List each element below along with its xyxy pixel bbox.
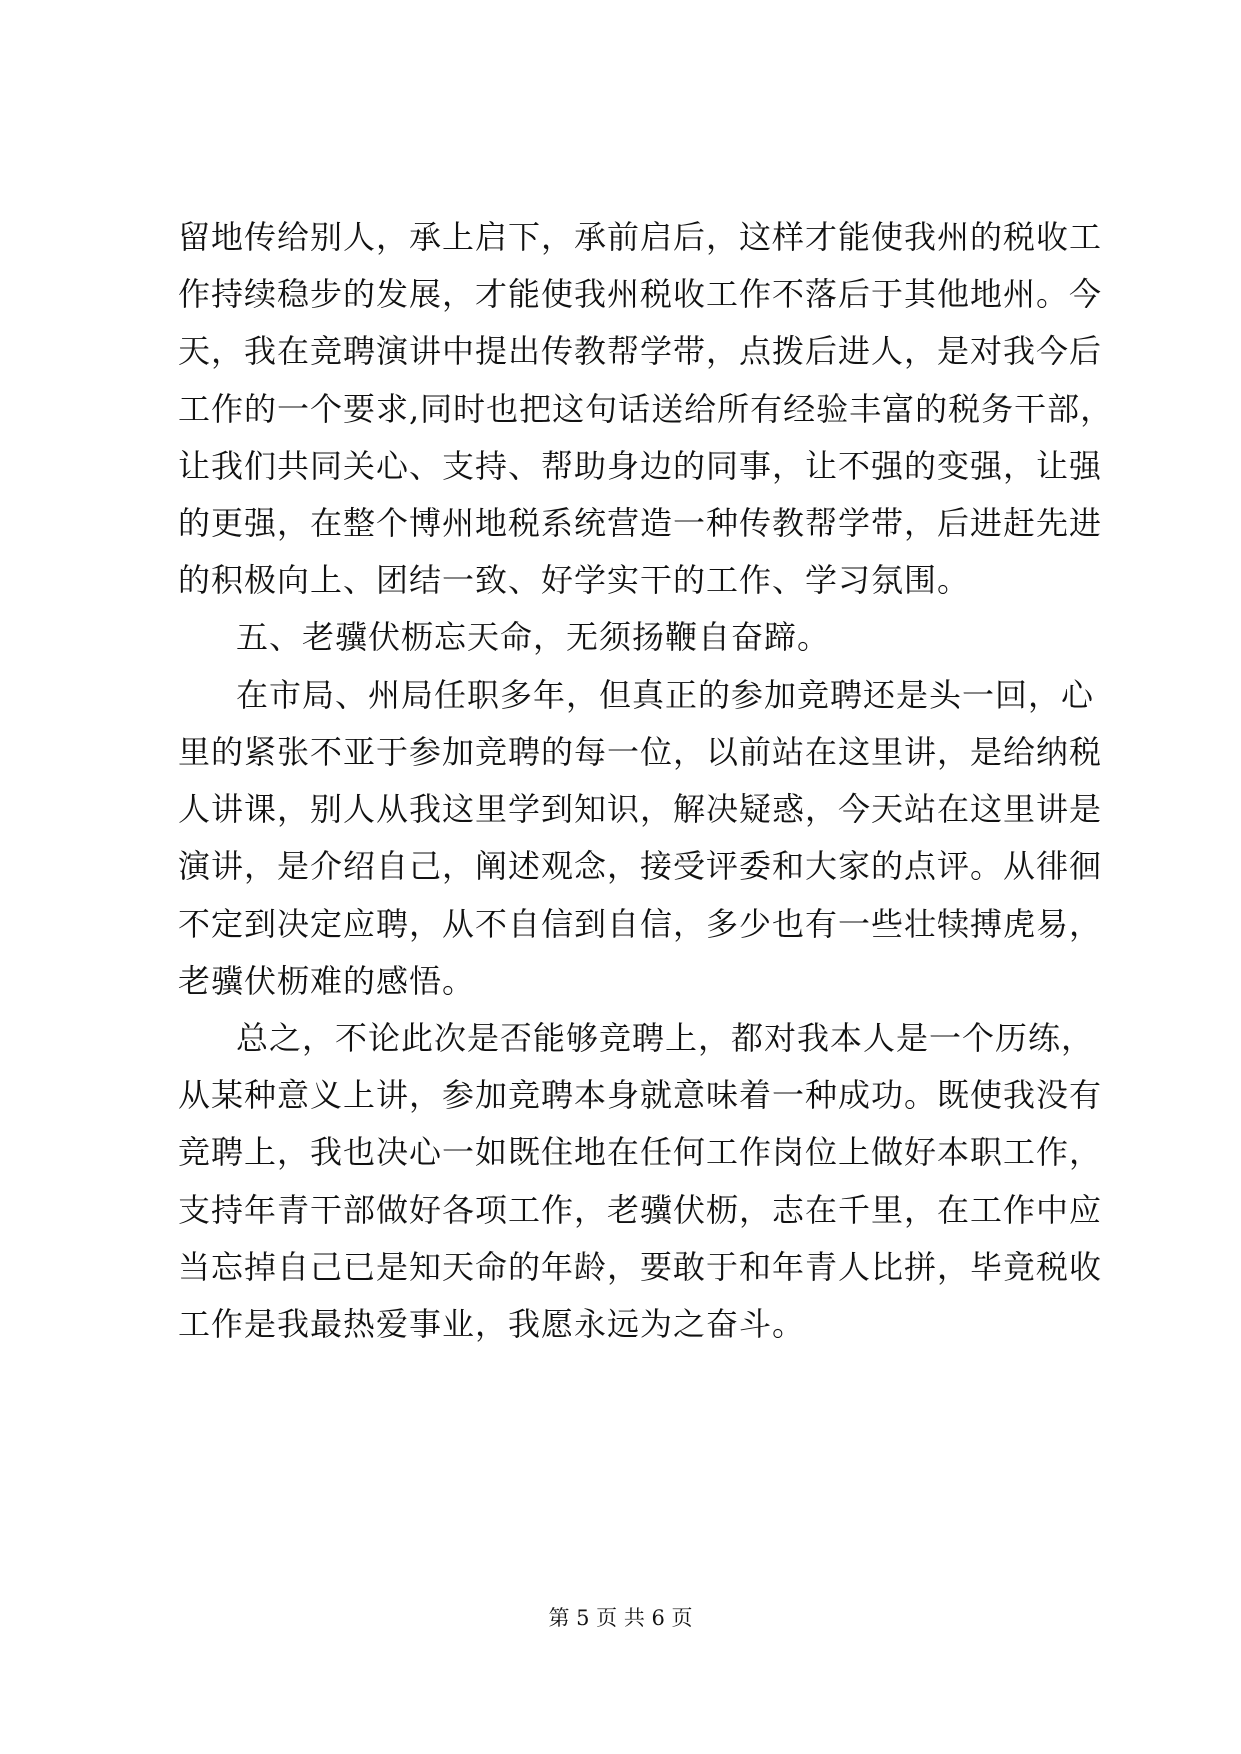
paragraph-1-line-6: 的更强，在整个博州地税系统营造一种传教帮学带，后进赶先进 [178,504,1103,542]
paragraph-1-line-3: 天，我在竞聘演讲中提出传教帮学带，点拨后进人，是对我今后 [178,332,1103,370]
paragraph-1-line-5: 让我们共同关心、支持、帮助身边的同事，让不强的变强，让强 [178,447,1103,485]
paragraph-4-line-3: 竞聘上，我也决心一如既住地在任何工作岗位上做好本职工作， [178,1133,1103,1171]
page-number-footer: 第 5 页 共 6 页 [548,1606,693,1630]
paragraph-1-line-4: 工作的一个要求,同时也把这句话送给所有经验丰富的税务干部， [178,390,1114,428]
paragraph-4-line-5: 当忘掉自己已是知天命的年龄，要敢于和年青人比拼，毕竟税收 [178,1248,1103,1286]
paragraph-1-line-2: 作持续稳步的发展，才能使我州税收工作不落后于其他地州。今 [178,275,1103,313]
paragraph-4-line-4: 支持年青干部做好各项工作，老骥伏枥，志在千里，在工作中应 [178,1191,1103,1229]
paragraph-3-line-6: 老骥伏枥难的感悟。 [178,962,476,1000]
paragraph-4-line-2: 从某种意义上讲，参加竞聘本身就意味着一种成功。既使我没有 [178,1076,1103,1114]
paragraph-4-line-1: 总之，不论此次是否能够竞聘上，都对我本人是一个历练， [236,1019,1095,1057]
section-heading-5: 五、老骥伏枥忘天命，无须扬鞭自奋蹄。 [236,618,831,656]
paragraph-3-line-1: 在市局、州局任职多年，但真正的参加竞聘还是头一回，心 [236,676,1095,714]
paragraph-1-line-1: 留地传给别人，承上启下，承前启后，这样才能使我州的税收工 [178,218,1103,256]
paragraph-4-line-6: 工作是我最热爱事业，我愿永远为之奋斗。 [178,1305,806,1343]
paragraph-1-line-7: 的积极向上、团结一致、好学实干的工作、学习氛围。 [178,561,971,599]
paragraph-3-line-4: 演讲，是介绍自己，阐述观念，接受评委和大家的点评。从徘徊 [178,847,1103,885]
paragraph-3-line-2: 里的紧张不亚于参加竞聘的每一位，以前站在这里讲，是给纳税 [178,733,1103,771]
paragraph-3-line-3: 人讲课，别人从我这里学到知识，解决疑惑，今天站在这里讲是 [178,790,1103,828]
paragraph-3-line-5: 不定到决定应聘，从不自信到自信，多少也有一些壮犊搏虎易， [178,905,1103,943]
